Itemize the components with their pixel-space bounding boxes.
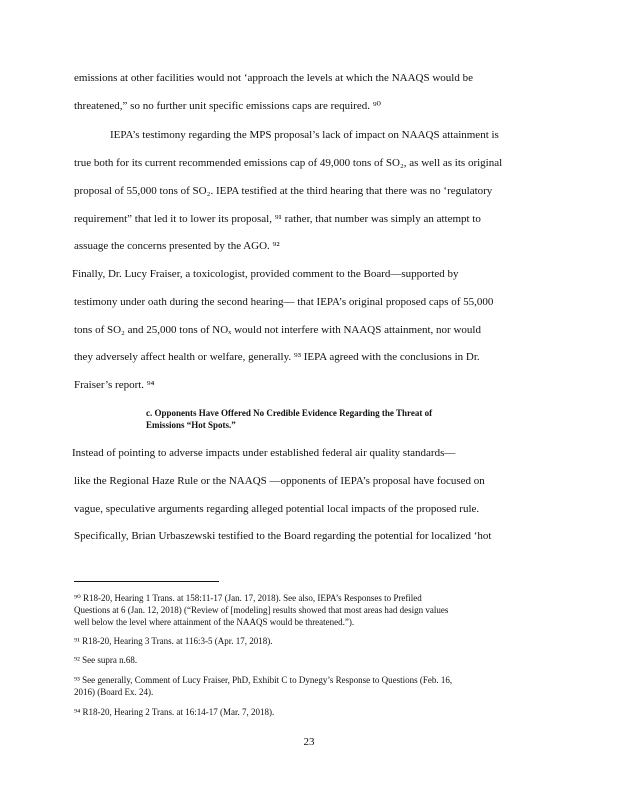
footnote: ⁹² See supra n.68. [74,655,138,665]
footnote: well below the level where attainment of the NAAQS would be threatened.”). [74,617,355,627]
body-line: Specifically, Brian Urbaszewski testified to the Board regarding the potential for localized ‘hot [74,530,492,542]
body-line: IEPA’s testimony regarding the MPS proposal’s lack of impact on NAAQS attainment is [110,129,499,141]
footnote: ⁹³ See generally, Comment of Lucy Fraiser, PhD, Exhibit C to Dynegy’s Response to Questions (Feb. 16, [74,675,453,685]
page-number: 23 [303,736,315,748]
section-heading-continued: Emissions “Hot Spots.” [146,420,236,430]
footnote-separator [74,581,219,582]
body-line: they adversely affect health or welfare, generally. ⁹³ IEPA agreed with the conclusions in Dr. [74,351,480,363]
body-line: like the Regional Haze Rule or the NAAQS —opponents of IEPA’s proposal have focused on [74,475,485,487]
body-line: true both for its current recommended emissions cap of 49,000 tons of SO₂, as well as its original [74,157,503,169]
body-line: proposal of 55,000 tons of SO₂. IEPA testified at the third hearing that there was no ‘regulatory [74,185,493,197]
body-line: assuage the concerns presented by the AGO. ⁹² [74,240,280,252]
footnote: ⁹⁰ R18-20, Hearing 1 Trans. at 158:11-17 (Jan. 17, 2018). See also, IEPA’s Responses to Prefiled [74,593,422,603]
footnote: Questions at 6 (Jan. 12, 2018) (“Review of [modeling] results showed that most areas had design values [74,605,449,615]
body-line: tons of SO₂ and 25,000 tons of NOₓ would not interfere with NAAQS attainment, nor would [74,324,481,336]
body-line: Instead of pointing to adverse impacts under established federal air quality standards— [72,447,456,459]
footnote: ⁹¹ R18-20, Hearing 3 Trans. at 116:3-5 (Apr. 17, 2018). [74,636,273,646]
body-line: emissions at other facilities would not ‘approach the levels at which the NAAQS would be [74,72,473,84]
section-heading: c. Opponents Have Offered No Credible Evidence Regarding the Threat of [146,408,433,418]
body-line: testimony under oath during the second hearing— that IEPA’s original proposed caps of 55,000 [74,296,494,308]
footnote: ⁹⁴ R18-20, Hearing 2 Trans. at 16:14-17 (Mar. 7, 2018). [74,707,275,717]
body-line: Finally, Dr. Lucy Fraiser, a toxicologist, provided comment to the Board—supported by [72,268,459,280]
body-line: threatened,” so no further unit specific emissions caps are required. ⁹⁰ [74,100,381,112]
footnote: 2016) (Board Ex. 24). [74,687,154,697]
body-line: vague, speculative arguments regarding alleged potential local impacts of the proposed rule. [74,503,480,515]
body-line: requirement” that led it to lower its proposal, ⁹¹ rather, that number was simply an attempt to [74,213,481,225]
body-line: Fraiser’s report. ⁹⁴ [74,379,155,391]
